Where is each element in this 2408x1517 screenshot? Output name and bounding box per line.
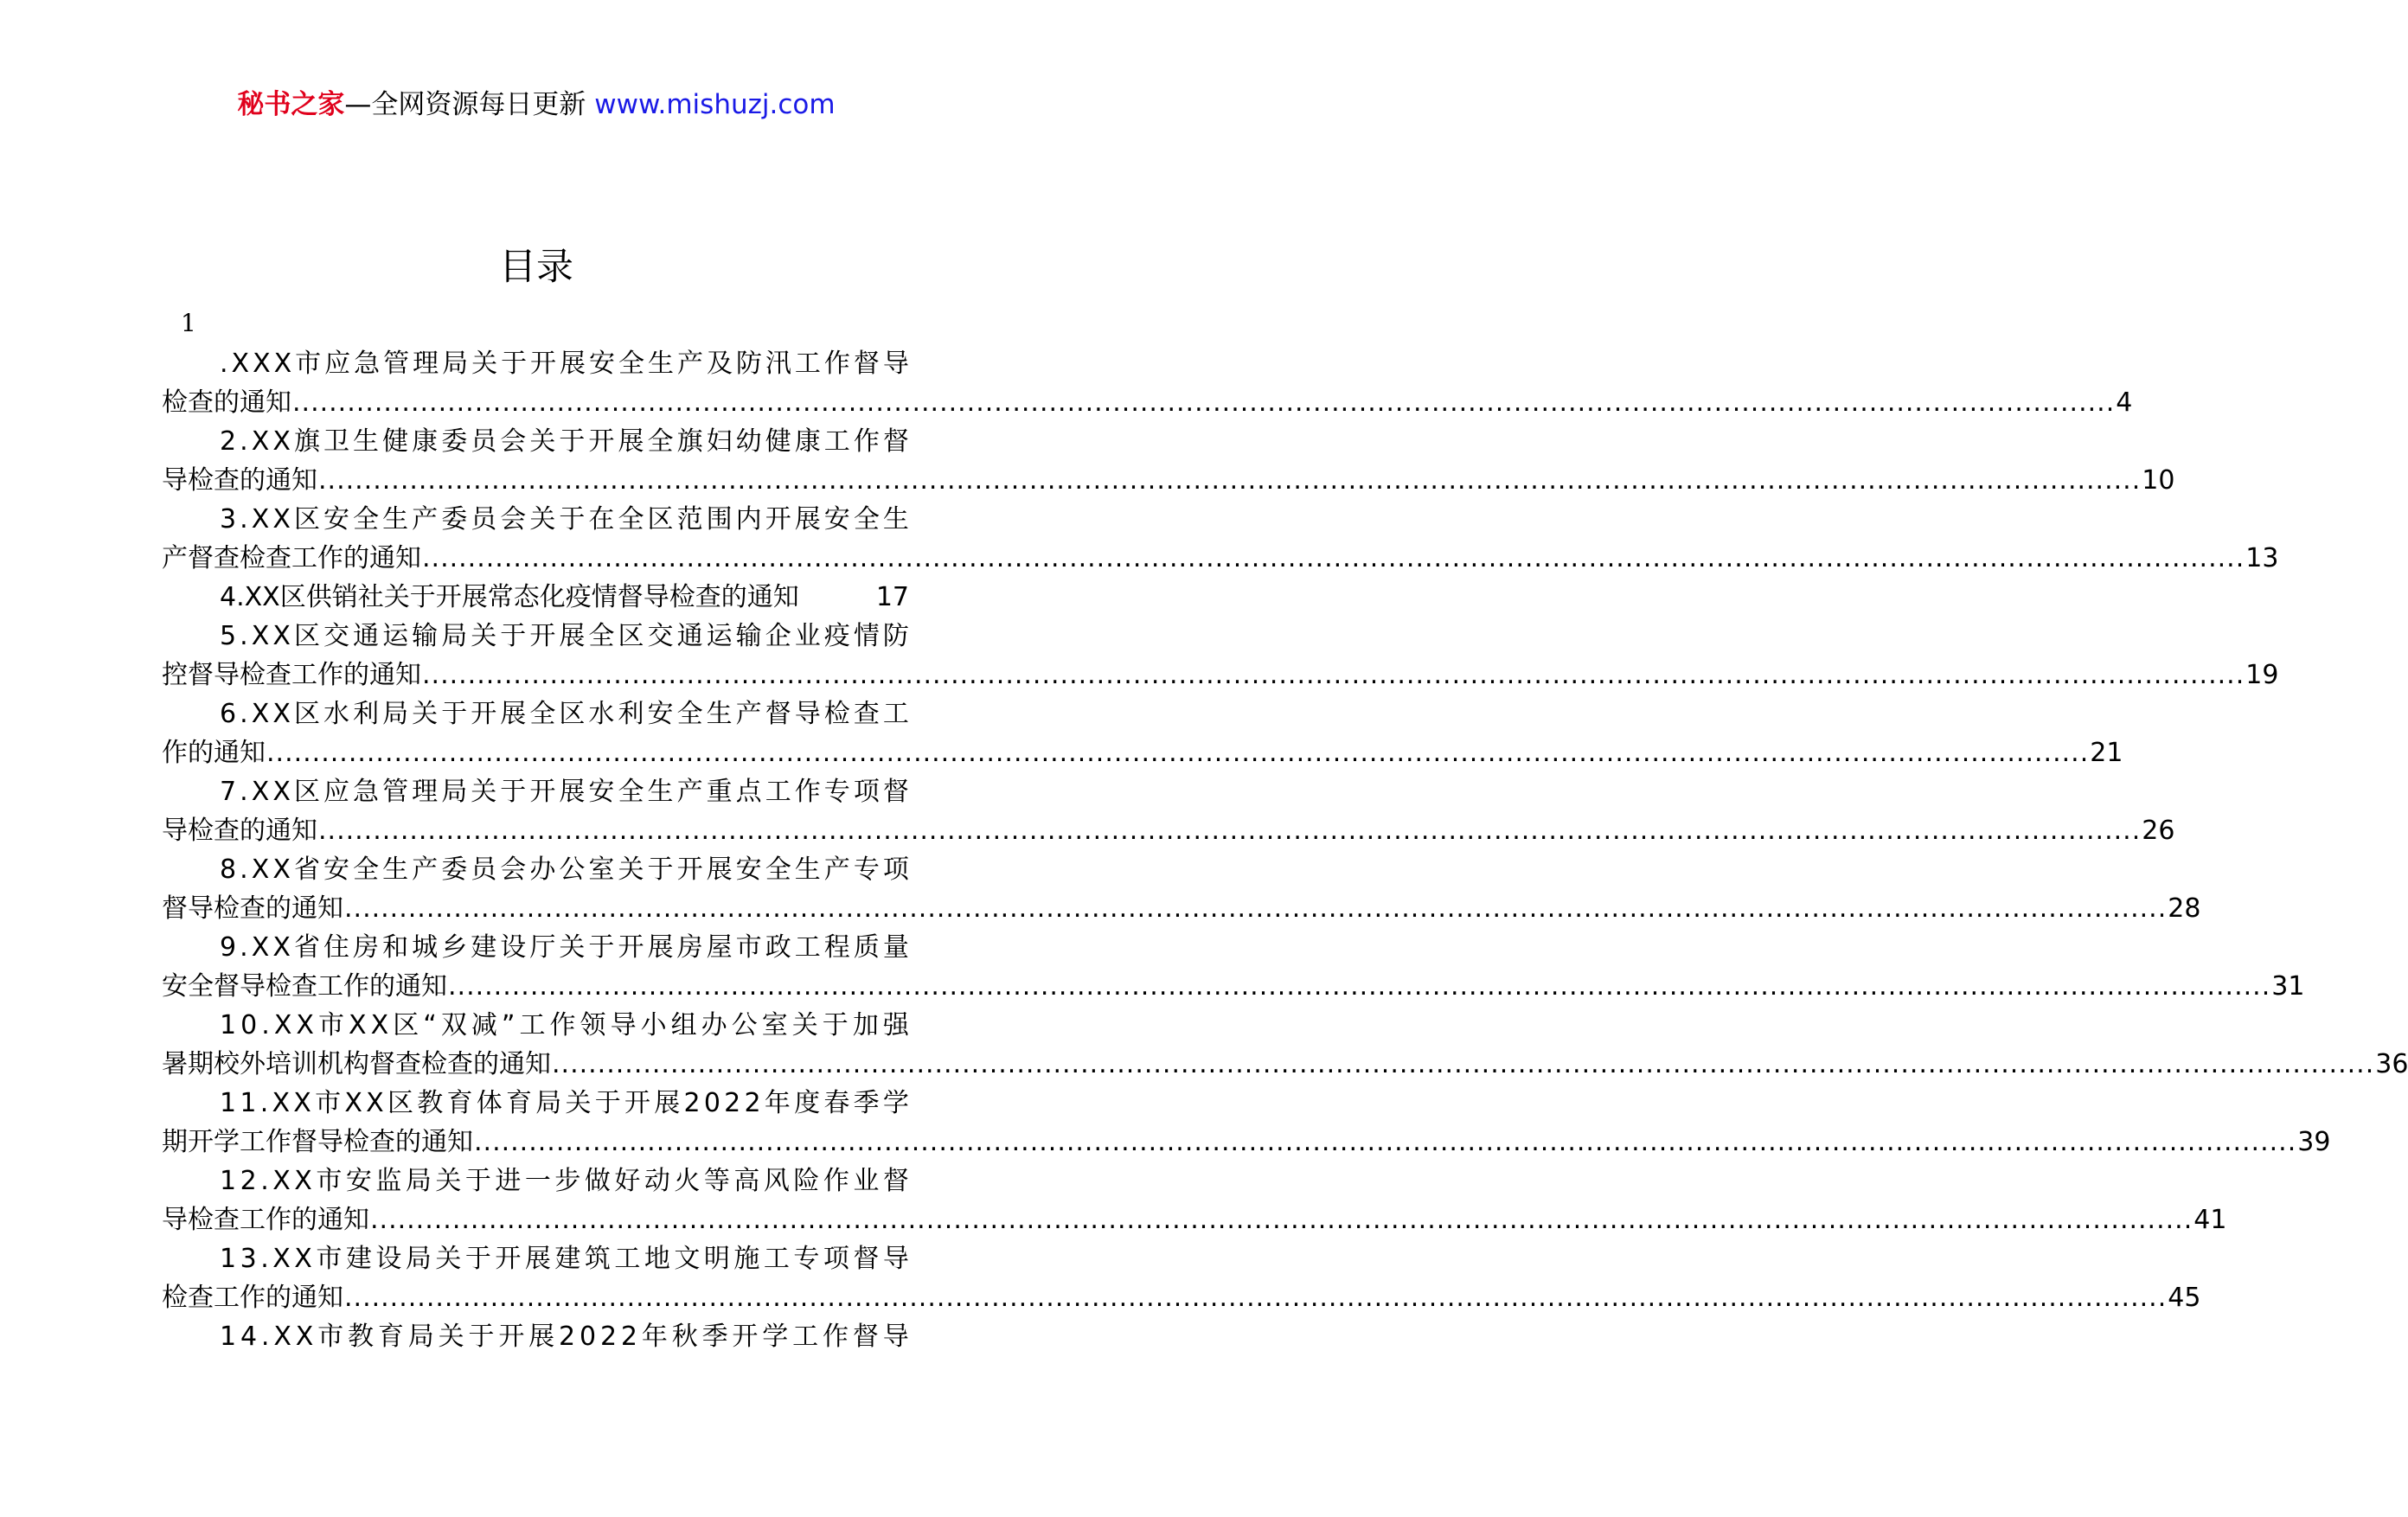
dot-leader: ........................................................................................................................................................................................................ [552,1049,2375,1079]
toc-entry-line[interactable]: . X X X 市 应 急 管 理 局 关 于 开 展 安 全 生 产 及 防 汛 工 作 督 导 [220,349,909,379]
dot-leader: ........................................................................................................................................................................................................ [344,893,2168,924]
site-banner [0,87,1073,122]
dot-leader: ........................................................................................................................................................................................................ [344,1283,2168,1313]
dot-leader: ........................................................................................................................................................................................................ [422,660,2245,690]
toc-entry-line[interactable]: 8 . X X 省 安 全 生 产 委 员 会 办 公 室 关 于 开 展 安 全 生 产 专 项 [220,855,909,885]
toc-entry-line-with-page[interactable] [162,539,2279,578]
toc-entry-text: 控督导检查工作的通知 [162,660,421,690]
page-number: 19 [2245,660,2279,690]
entry-number: 1 [181,309,196,337]
toc-entry-text: 4.XX区供销社关于开展常态化疫情督导检查的通知 [220,582,799,612]
page-number: 21 [2090,738,2123,768]
banner-tagline: —全网资源每日更新 [344,89,586,120]
site-url[interactable]: www.mishuzj.com [594,89,836,120]
toc-entry-text: 产督查检查工作的通知 [162,543,421,573]
toc-entry-line[interactable]: 1 4 . X X 市 教 育 局 关 于 开 展 2 0 2 2 年 秋 季 开 学 工 作 督 导 [220,1322,909,1352]
toc-entry-text: 导检查的通知 [162,816,317,846]
toc-entry-text: 作的通知 [162,738,266,768]
toc-entry-text: 暑期校外培训机构督查检查的通知 [162,1049,551,1079]
toc-entry-text: 督导检查的通知 [162,893,343,924]
toc-entry-text: 检查工作的通知 [162,1283,343,1313]
toc-entry-line-with-page[interactable] [162,889,2201,928]
toc-entry-text: 期开学工作督导检查的通知 [162,1127,473,1157]
toc-entry-text: 导检查工作的通知 [162,1205,369,1235]
table-of-contents [162,344,2408,1356]
dot-leader: ........................................................................................................................................................................................................ [266,738,2090,768]
toc-entry-line[interactable]: 9 . X X 省 住 房 和 城 乡 建 设 厅 关 于 开 展 房 屋 市 政 工 程 质 量 [220,932,909,963]
toc-entry-line[interactable]: 7 . X X 区 应 急 管 理 局 关 于 开 展 安 全 生 产 重 点 工 作 专 项 督 [220,777,909,807]
toc-entry-line[interactable]: 1 3 . X X 市 建 设 局 关 于 开 展 建 筑 工 地 文 明 施 工 专 项 督 导 [220,1244,909,1274]
toc-entry-line[interactable]: 6 . X X 区 水 利 局 关 于 开 展 全 区 水 利 安 全 生 产 督 导 检 查 工 [220,699,909,729]
dot-leader: ........................................................................................................................................................................................................ [318,816,2142,846]
toc-entry-line-with-page[interactable] [162,733,2123,772]
toc-entry-line-with-page[interactable] [162,461,2175,500]
toc-entry-line-with-page[interactable] [162,383,2133,422]
toc-entry-line[interactable]: 1 0 . X X 市 X X 区 “ 双 减 ” 工 作 领 导 小 组 办 公 室 关 于 加 强 [220,1010,909,1040]
toc-entry-line-with-page[interactable] [162,1200,2227,1239]
toc-entry-line[interactable]: 1 2 . X X 市 安 监 局 关 于 进 一 步 做 好 动 火 等 高 风 险 作 业 督 [220,1166,909,1196]
toc-entry-text: 安全督导检查工作的通知 [162,971,447,1002]
toc-entry-text: 检查的通知 [162,387,291,418]
dot-leader: ........................................................................................................................................................................................................ [448,971,2271,1002]
page-number: 10 [2142,465,2175,496]
toc-entry-line[interactable]: 5 . X X 区 交 通 运 输 局 关 于 开 展 全 区 交 通 运 输 企 业 疫 情 防 [220,621,909,651]
brand-name: 秘书之家 [237,89,345,120]
toc-entry-line-with-page[interactable] [162,1045,2408,1084]
dot-leader: ........................................................................................................................................................................................................ [474,1127,2297,1157]
toc-entry-text: 导检查的通知 [162,465,317,496]
toc-entry-line-with-page[interactable] [162,811,2175,850]
page-number: 26 [2142,816,2175,846]
page-number: 17 [875,582,909,612]
page-number: 13 [2245,543,2279,573]
page-number: 31 [2271,971,2305,1002]
toc-entry-line-with-page[interactable] [162,656,2279,694]
page-number: 41 [2193,1205,2227,1235]
toc-entry-line[interactable]: 1 1 . X X 市 X X 区 教 育 体 育 局 关 于 开 展 2 0 2 2 年 度 春 季 学 [220,1088,909,1118]
toc-entry-line-with-page[interactable] [162,578,909,617]
page-number: 28 [2168,893,2201,924]
page-number: 45 [2168,1283,2201,1313]
toc-entry-line[interactable]: 2 . X X 旗 卫 生 健 康 委 员 会 关 于 开 展 全 旗 妇 幼 健 康 工 作 督 [220,426,909,457]
toc-entry-line-with-page[interactable] [162,1123,2331,1162]
dot-leader: ........................................................................................................................................................................................................ [370,1205,2193,1235]
page-number: 36 [2375,1049,2408,1079]
dot-leader: ........................................................................................................................................................................................................ [292,387,2116,418]
toc-entry-line-with-page[interactable] [162,967,2305,1006]
dot-leader: ........................................................................................................................................................................................................ [422,543,2245,573]
page-number: 39 [2297,1127,2331,1157]
toc-entry-line[interactable]: 3 . X X 区 安 全 生 产 委 员 会 关 于 在 全 区 范 围 内 开 展 安 全 生 [220,504,909,534]
dot-leader: ........................................................................................................................................................................................................ [318,465,2142,496]
page-title: 目录 [499,246,573,289]
toc-entry-line-with-page[interactable] [162,1278,2201,1317]
page-number: 4 [2116,387,2133,418]
